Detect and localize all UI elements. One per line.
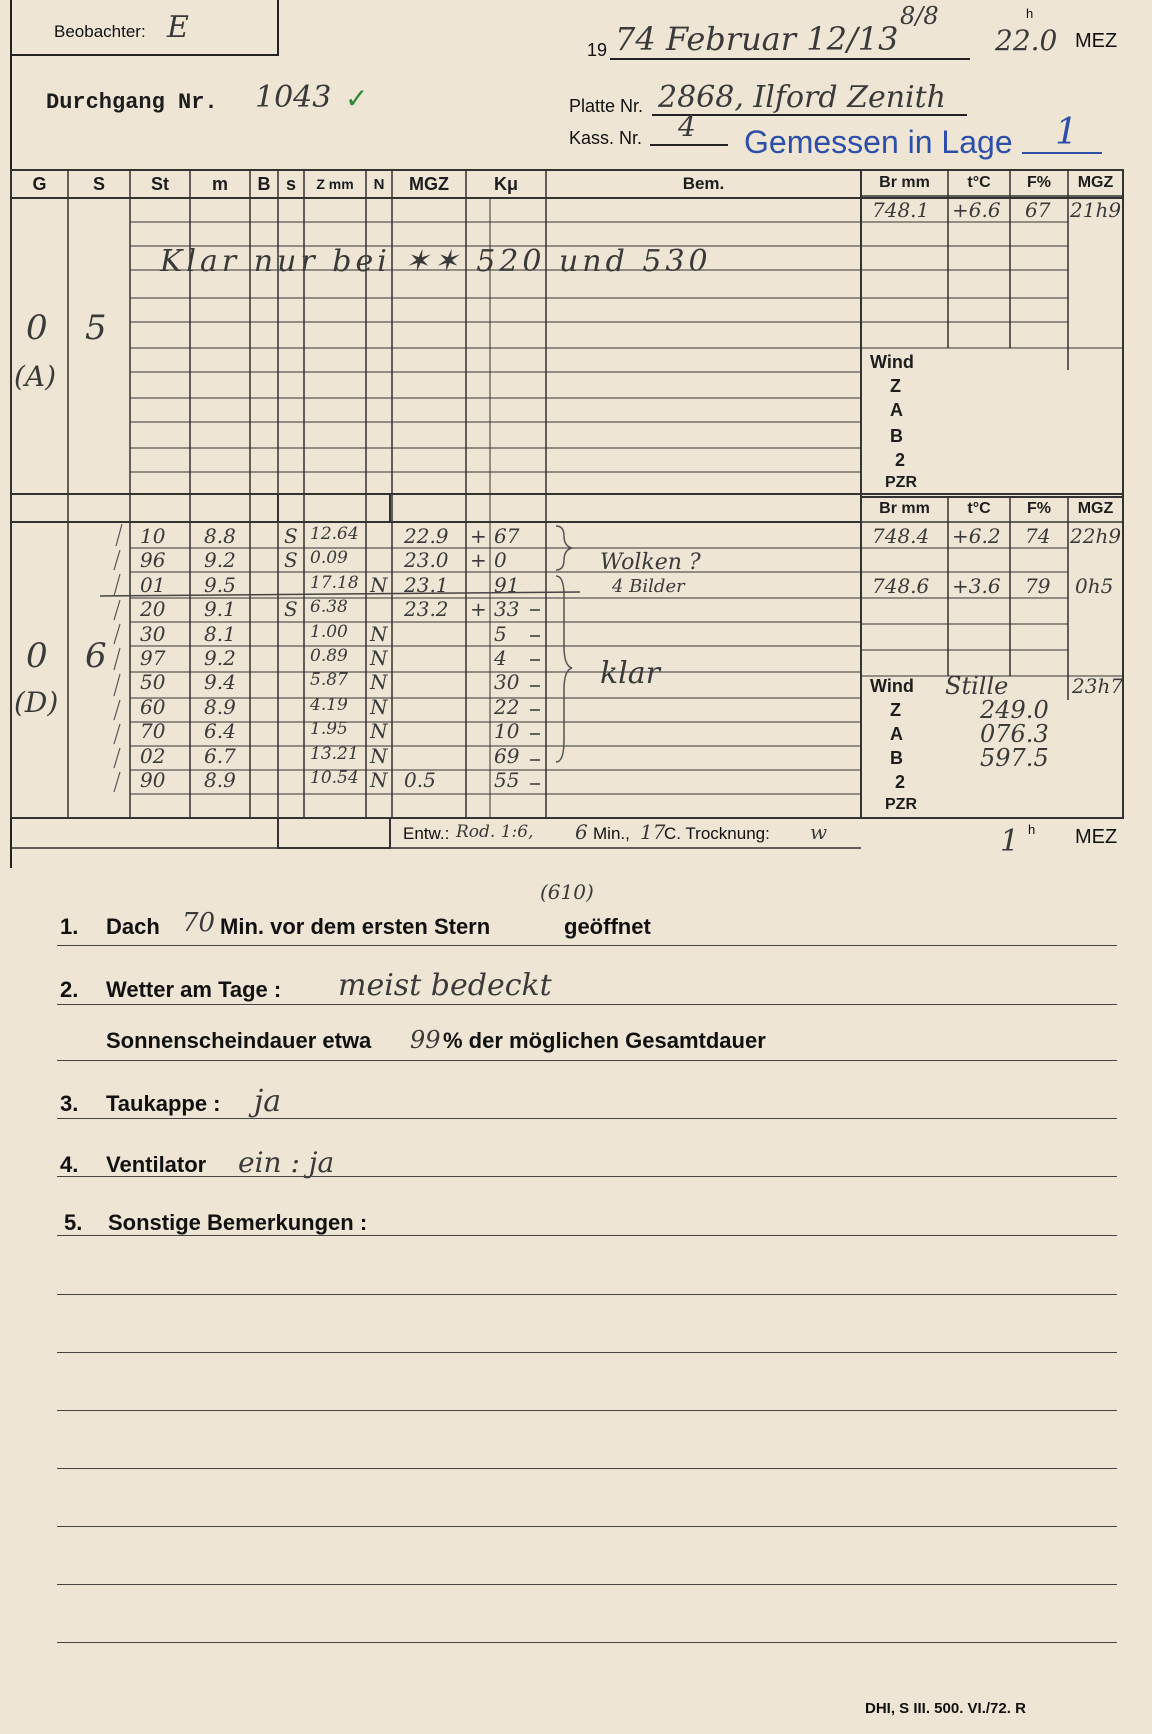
block1-weather-f: 67: [1025, 198, 1051, 222]
date-fraction: 8/8: [900, 2, 939, 30]
col-header-kmu: Kμ: [493, 174, 518, 194]
trocknung-value: w: [810, 820, 828, 844]
cell-n: N: [370, 743, 388, 768]
cell-st: 01: [140, 572, 166, 597]
year-prefix: 19: [587, 40, 608, 60]
cell-z: 0.89: [310, 646, 348, 666]
col-header-g: G: [32, 174, 47, 194]
temp-value: 17: [640, 820, 666, 844]
beobachter-label: Beobachter:: [54, 22, 146, 41]
cell-st: 70: [140, 719, 166, 744]
cell-k: 22: [494, 694, 520, 719]
cell-st: 30: [140, 621, 166, 646]
trocknung-label: C. Trocknung:: [664, 824, 770, 843]
gemessen-stamp: Gemessen in Lage: [744, 124, 1013, 160]
min-label: Min.,: [593, 824, 630, 843]
q2b-post: % der möglichen Gesamtdauer: [443, 1028, 766, 1053]
cell-s: S: [284, 597, 298, 622]
q2-number: 2.: [60, 977, 79, 1002]
block2-weather2-f: 79: [1025, 574, 1051, 598]
q3-number: 3.: [60, 1091, 79, 1116]
q2-label: Wetter am Tage :: [106, 977, 282, 1002]
block1-wind-a: A: [890, 400, 903, 420]
block2-wind-value: Stille: [945, 672, 1009, 700]
cell-n: N: [370, 646, 388, 670]
block2-wind-a: A: [890, 724, 903, 744]
end-mez: MEZ: [1075, 826, 1118, 848]
block2-weather2-mgz: 0h5: [1075, 574, 1114, 598]
cell-st: 02: [140, 743, 166, 768]
q2b-value: 99: [410, 1026, 441, 1054]
block2-wind-z: Z: [890, 700, 901, 720]
form-code: DHI, S III. 500. VI./72. R: [865, 1700, 1026, 1717]
weather2-header-mgz: MGZ: [1077, 500, 1114, 517]
beobachter-value: E: [167, 10, 189, 45]
block2-g: 0: [26, 636, 48, 676]
blank-line: [57, 1468, 1117, 1469]
cell-sign: +: [470, 524, 487, 548]
cell-k: 67: [494, 524, 520, 548]
block2-wind-2: 2: [895, 772, 906, 792]
cell-st: 97: [140, 646, 166, 670]
q4-rule: [57, 1176, 1117, 1177]
q5-label: Sonstige Bemerkungen :: [108, 1210, 368, 1235]
col-header-st: St: [151, 174, 169, 194]
block2-wind-b: B: [890, 748, 903, 768]
block1-wind-2: 2: [895, 450, 906, 470]
cell-s: S: [284, 548, 298, 573]
durchgang-value: 1043: [255, 80, 332, 115]
block1-weather-t: +6.6: [952, 198, 1001, 222]
cell-st: 60: [140, 694, 166, 719]
durchgang-label: Durchgang Nr.: [46, 90, 218, 115]
end-time-sup: h: [1028, 822, 1036, 837]
q1-number: 1.: [60, 914, 79, 939]
time-sup: h: [1026, 6, 1034, 21]
col-header-mgz: MGZ: [409, 174, 449, 194]
weather2-header-f: F%: [1027, 500, 1051, 517]
col-header-b: B: [257, 174, 271, 194]
cell-k: 5: [494, 621, 507, 646]
q2-rule: [57, 1004, 1117, 1005]
block2-weather-mgz: 22h9: [1070, 524, 1122, 548]
cell-z: 6.38: [310, 597, 348, 618]
cell-m: 9.5: [204, 572, 236, 597]
cell-mgz: 0.5: [404, 768, 436, 792]
cell-s: S: [284, 524, 298, 548]
col-header-m: m: [211, 174, 228, 194]
cell-m: 9.1: [204, 597, 236, 622]
cell-st: 10: [140, 524, 166, 548]
col-header-s: S: [92, 174, 105, 194]
q1-end: geöffnet: [564, 914, 651, 939]
remark-bilder: 4 Bilder: [612, 576, 685, 597]
cell-m: 6.7: [204, 743, 236, 768]
blank-line: [57, 1642, 1117, 1643]
block1-g-sub: (A): [14, 360, 57, 393]
cell-k: 4: [494, 646, 507, 670]
blank-line: [57, 1584, 1117, 1585]
platte-value: 2868, Ilford Zenith: [658, 80, 947, 115]
cell-z: 4.19: [310, 694, 348, 715]
cell-n: N: [370, 694, 388, 719]
cell-k: 91: [494, 572, 520, 597]
cell-mgz: 23.1: [404, 572, 449, 597]
block2-wind-b-value: 597.5: [980, 744, 1049, 772]
col-header-n: N: [373, 176, 385, 193]
block2-weather-t: +6.2: [952, 524, 1001, 548]
q1-value: 70: [182, 908, 216, 938]
block2-wind-mgz: 23h7: [1072, 674, 1124, 698]
block2-wind-pzr: PZR: [885, 796, 917, 813]
block1-g: 0: [26, 308, 48, 348]
time-value: 22.0: [995, 24, 1058, 57]
cell-z: 17.18: [310, 572, 359, 593]
q3-rule: [57, 1118, 1117, 1119]
q5-number: 5.: [64, 1210, 83, 1235]
entw-label: Entw.:: [403, 824, 450, 843]
col-header-bem: Bem.: [682, 174, 725, 193]
kass-value: 4: [678, 110, 696, 143]
cell-z: 1.00: [310, 621, 348, 642]
weather2-header-t: t°C: [967, 500, 991, 517]
q1-rule: [57, 945, 1117, 946]
cell-k: 33: [494, 597, 520, 622]
cell-m: 9.4: [204, 670, 236, 695]
cell-sign: +: [470, 597, 487, 622]
weather-header-mgz: MGZ: [1077, 174, 1114, 191]
block2-wind-z-value: 249.0: [980, 696, 1049, 724]
cell-mgz: 22.9: [404, 524, 449, 548]
block1-weather-br: 748.1: [872, 198, 930, 222]
weather-header-br: Br mm: [879, 174, 930, 191]
q4-label: Ventilator: [106, 1152, 207, 1177]
cell-st: 20: [140, 597, 166, 622]
block2-weather-br: 748.4: [872, 524, 930, 548]
cell-z: 5.87: [310, 670, 348, 691]
blank-line: [57, 1352, 1117, 1353]
weather-header-t: t°C: [967, 174, 991, 191]
cell-z: 0.09: [310, 548, 348, 569]
cell-mgz: 23.0: [404, 548, 449, 573]
block1-s: 5: [85, 308, 107, 348]
q3-value: ja: [254, 1084, 282, 1119]
remark-klar: klar: [600, 656, 660, 691]
blank-line: [57, 1410, 1117, 1411]
cell-n: N: [370, 670, 388, 695]
cell-m: 8.8: [204, 524, 236, 548]
q2b-rule: [57, 1060, 1117, 1061]
cell-m: 8.1: [204, 621, 236, 646]
cell-m: 9.2: [204, 646, 236, 670]
q4-value: ein : ja: [238, 1146, 335, 1179]
cell-k: 30: [494, 670, 520, 695]
block1-wind-z: Z: [890, 376, 901, 396]
remark-wolken: Wolken ?: [600, 550, 701, 575]
min-value: 6: [575, 820, 588, 844]
block1-wind-b: B: [890, 426, 903, 446]
cell-st: 96: [140, 548, 166, 573]
weather2-header-br: Br mm: [879, 500, 930, 517]
q3-label: Taukappe :: [106, 1091, 221, 1116]
cell-st: 50: [140, 670, 166, 695]
q2-value: meist bedeckt: [338, 968, 552, 1003]
q5-rule: [57, 1235, 1117, 1236]
cell-st: 90: [140, 768, 166, 792]
cell-z: 1.95: [310, 719, 348, 740]
cell-m: 8.9: [204, 768, 236, 792]
q1-note: (610): [540, 880, 594, 904]
block2-weather2-t: +3.6: [952, 574, 1001, 598]
end-time-value: 1: [1000, 824, 1020, 859]
block2-s: 6: [85, 636, 107, 676]
cell-mgz: 23.2: [404, 597, 449, 622]
block1-remark: Klar nur bei ✶✶ 520 und 530: [160, 244, 712, 279]
cell-n: N: [370, 719, 388, 744]
block2-wind-label: Wind: [870, 676, 914, 696]
block2-weather2-br: 748.6: [872, 574, 930, 598]
cell-z: 12.64: [310, 524, 359, 544]
q1-pre: Dach: [106, 914, 160, 939]
cell-m: 8.9: [204, 694, 236, 719]
cell-n: N: [370, 572, 388, 597]
durchgang-checkmark: ✓: [345, 83, 369, 114]
cell-n: N: [370, 621, 388, 646]
cell-k: 55: [494, 768, 520, 792]
blank-line: [57, 1294, 1117, 1295]
block2-weather-f: 74: [1025, 524, 1051, 548]
cell-z: 13.21: [310, 743, 359, 764]
block1-wind-label: Wind: [870, 352, 914, 372]
cell-m: 6.4: [204, 719, 236, 744]
mez-label: MEZ: [1075, 30, 1118, 52]
platte-label: Platte Nr.: [569, 96, 644, 116]
cell-sign: +: [470, 548, 487, 573]
q4-number: 4.: [60, 1152, 79, 1177]
col-header-zmm: Z mm: [316, 176, 354, 192]
date-value: 74 Februar 12/13: [615, 20, 899, 58]
cell-z: 10.54: [310, 768, 359, 788]
entw-value: Rod. 1:6,: [456, 822, 534, 842]
cell-k: 69: [494, 743, 520, 768]
block1-wind-pzr: PZR: [885, 474, 917, 491]
blank-line: [57, 1526, 1117, 1527]
gemessen-value: 1: [1055, 112, 1078, 153]
q2b-pre: Sonnenscheindauer etwa: [106, 1028, 372, 1053]
col-header-s-small: s: [285, 174, 296, 194]
cell-k: 10: [494, 719, 520, 744]
q1-post: Min. vor dem ersten Stern: [220, 914, 491, 939]
cell-m: 9.2: [204, 548, 236, 573]
kass-label: Kass. Nr.: [569, 128, 643, 148]
weather-header-f: F%: [1027, 174, 1051, 191]
cell-n: N: [370, 768, 388, 792]
block2-wind-a-value: 076.3: [980, 720, 1049, 748]
cell-k: 0: [494, 548, 507, 573]
block2-g-sub: (D): [14, 686, 59, 719]
block1-weather-mgz: 21h9: [1070, 198, 1122, 222]
